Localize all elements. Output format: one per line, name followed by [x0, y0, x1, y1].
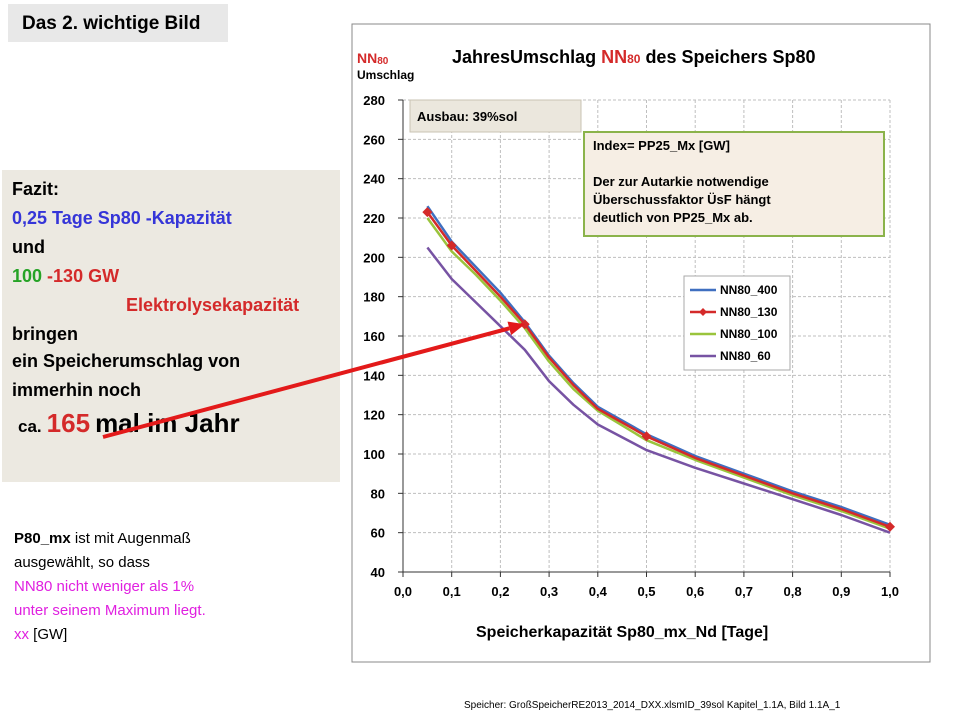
- conclusion-suffix: mal im Jahr: [95, 408, 240, 438]
- x-axis-label: Speicherkapazität Sp80_mx_Nd [Tage]: [476, 624, 769, 641]
- slide-label-text: Das 2. wichtige Bild: [22, 13, 201, 34]
- chart-title: JahresUmschlag NN80 des Speichers Sp80: [452, 47, 816, 67]
- y-tick-label: 120: [363, 407, 385, 423]
- conclusion-value: 165: [46, 408, 91, 438]
- conclusion-ca: ca.: [18, 417, 42, 436]
- x-tick-label: 0,3: [540, 584, 559, 599]
- y-tick-label: 100: [363, 447, 385, 462]
- note-p80: P80_mx: [14, 530, 71, 547]
- y-tick-label: 80: [370, 486, 385, 502]
- index-box-line: Überschussfaktor ÜsF hängt: [593, 192, 771, 207]
- note-gw: [GW]: [29, 626, 68, 643]
- x-tick-label: 0,7: [734, 584, 753, 599]
- index-box-line: Index= PP25_Mx [GW]: [593, 138, 730, 153]
- y-tick-label: 240: [363, 171, 385, 187]
- conclusion-bringen: bringen: [12, 324, 78, 344]
- legend-label: NN80_130: [720, 305, 778, 319]
- y-tick-label: 220: [363, 211, 385, 226]
- ausbau-text: Ausbau: 39%sol: [417, 109, 518, 124]
- x-tick-label: 0,0: [393, 584, 413, 599]
- x-tick-label: 0,6: [686, 584, 705, 599]
- legend-label: NN80_400: [720, 283, 778, 297]
- x-tick-label: 1,0: [880, 584, 900, 599]
- y-tick-label: 200: [363, 250, 385, 266]
- y-axis-label-nn: NN80: [357, 50, 389, 67]
- y-tick-label: 180: [363, 289, 385, 305]
- conclusion-gw-red: -130 GW: [47, 266, 120, 286]
- x-tick-label: 0,2: [491, 584, 510, 599]
- legend-label: NN80_100: [720, 327, 778, 341]
- x-tick-label: 0,9: [832, 584, 851, 599]
- conclusion-gw-green: 100: [12, 266, 48, 286]
- conclusion-und: und: [12, 237, 45, 257]
- y-axis-label-umschlag: Umschlag: [357, 68, 415, 82]
- conclusion-line2: immerhin noch: [12, 380, 142, 400]
- y-tick-label: 40: [370, 565, 385, 580]
- note-line2: ausgewählt, so dass: [14, 554, 150, 571]
- y-tick-label: 160: [363, 329, 385, 344]
- y-tick-label: 260: [363, 132, 385, 148]
- x-tick-label: 0,5: [637, 584, 656, 599]
- legend-label: NN80_60: [720, 349, 771, 363]
- y-tick-label: 140: [363, 368, 385, 384]
- note-line3: NN80 nicht weniger als 1%: [14, 578, 195, 595]
- conclusion-heading: Fazit:: [12, 179, 59, 199]
- index-box-line: Der zur Autarkie notwendige: [593, 174, 769, 189]
- x-tick-label: 0,4: [588, 584, 607, 599]
- conclusion-line1: ein Speicherumschlag von: [12, 351, 241, 371]
- note-line1-rest: ist mit Augenmaß: [70, 530, 191, 547]
- y-tick-label: 280: [363, 93, 385, 108]
- index-box-line: deutlich von PP25_Mx ab.: [593, 210, 753, 225]
- note-line4: unter seinem Maximum liegt.: [14, 602, 206, 619]
- conclusion-elektrolyse: Elektrolysekapazität: [126, 295, 300, 315]
- note-xx: xx: [14, 626, 29, 643]
- y-tick-label: 60: [370, 525, 385, 541]
- x-tick-label: 0,1: [442, 584, 461, 599]
- x-tick-label: 0,8: [783, 584, 802, 599]
- conclusion-capacity: 0,25 Tage Sp80 -Kapazität: [12, 208, 232, 228]
- source-caption: Speicher: GroßSpeicherRE2013_2014_DXX.xlsmID_39sol Kapitel_1.1A, Bild 1.1A_1: [464, 700, 841, 711]
